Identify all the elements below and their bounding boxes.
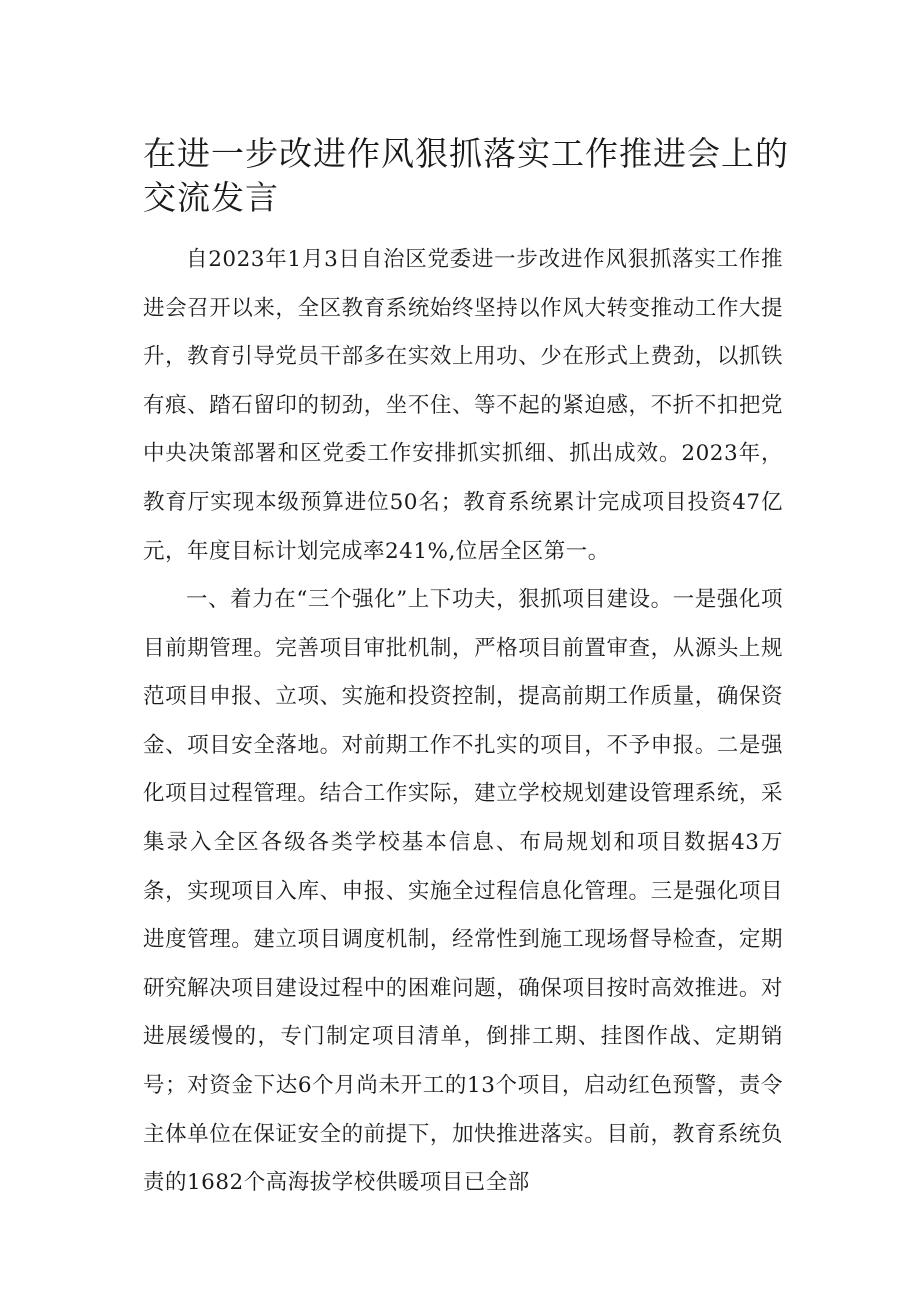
paragraph-intro: 自2023年1月3日自治区党委进一步改进作风狠抓落实工作推进会召开以来，全区教育系统始终坚持以作风大转变推动工作大提升，教育引导党员干部多在实效上用功、少在形式上费劲，以抓铁有痕、踏石留印的韧劲，坐不住、等不起的紧迫感，不折不扣把党中央决策部署和区党委工作安排抓实抓细、抓出成效。2023年，教育厅实现本级预算进位50名；教育系统累计完成项目投资47亿元，年度目标计划完成率241%,位居全区第一。 [143,247,783,564]
paragraph-section-one: 一、着力在“三个强化”上下功夫，狠抓项目建设。一是强化项目前期管理。完善项目审批机制，严格项目前置审查，从源头上规范项目申报、立项、实施和投资控制，提高前期工作质量，确保资金、项目安全落地。对前期工作不扎实的项目，不予申报。二是强化项目过程管理。结合工作实际，建立学校规划建设管理系统，采集录入全区各级各类学校基本信息、布局规划和项目数据43万条，实现项目入库、申报、实施全过程信息化管理。三是强化项目进度管理。建立项目调度机制，经常性到施工现场督导检查，定期研究解决项目建设过程中的困难问题，确保项目按时高效推进。对进展缓慢的，专门制定项目清单，倒排工期、挂图作战、定期销号；对资金下达6个月尚未开工的13个项目，启动红色预警，责令主体单位在保证安全的前提下，加快推进落实。目前，教育系统负责的1682个高海拔学校供暖项目已全部 [143,587,783,1196]
document-title: 在进一步改进作风狠抓落实工作推进会上的交流发言 [143,134,789,217]
